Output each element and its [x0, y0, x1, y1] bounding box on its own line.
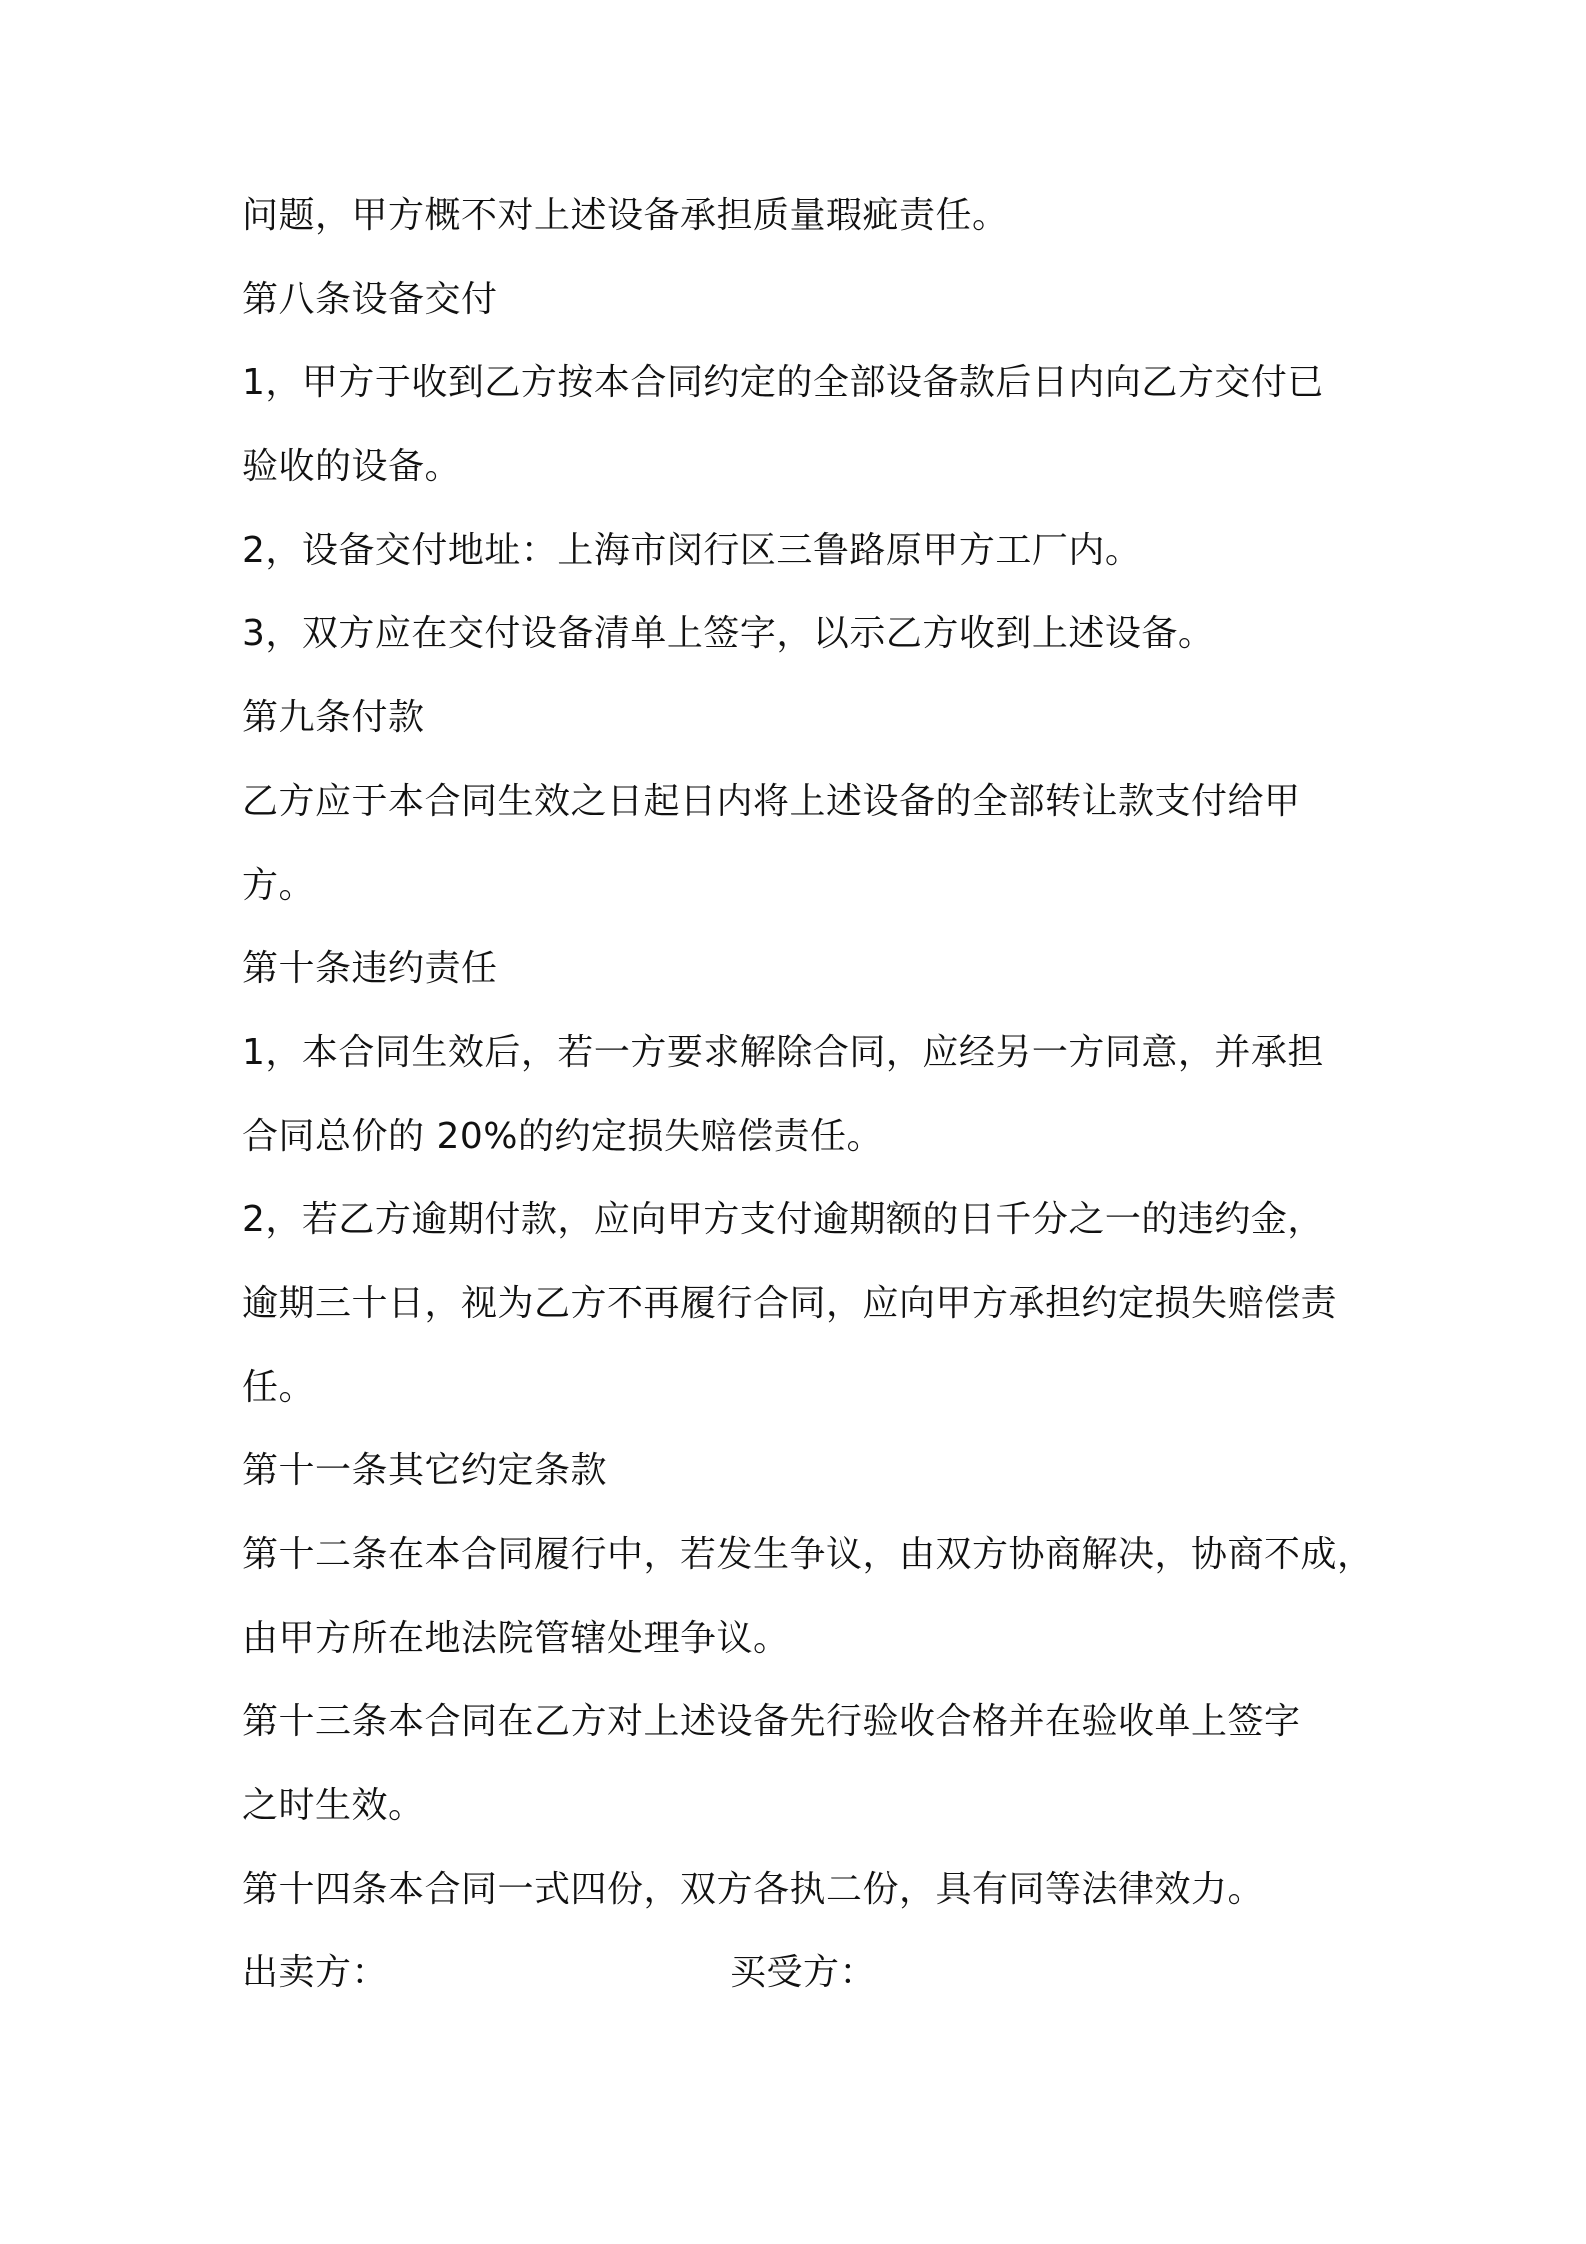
body-line: 2，设备交付地址：上海市闵行区三鲁路原甲方工厂内。 [242, 529, 1142, 571]
body-line: 由甲方所在地法院管辖处理争议。 [242, 1617, 790, 1659]
body-line: 问题，甲方概不对上述设备承担质量瑕疵责任。 [242, 195, 1009, 236]
body-line: 第十二条在本合同履行中，若发生争议，由双方协商解决，协商不成， [242, 1534, 1374, 1575]
body-line: 乙方应于本合同生效之日起日内将上述设备的全部转让款支付给甲 [242, 780, 1301, 822]
body-line: 第十三条本合同在乙方对上述设备先行验收合格并在验收单上签字 [242, 1701, 1301, 1743]
body-line: 方。 [242, 864, 316, 906]
body-line: 逾期三十日，视为乙方不再履行合同，应向甲方承担约定损失赔偿责 [242, 1282, 1338, 1324]
signature-row [242, 1952, 1362, 1994]
section-heading: 第十一条其它约定条款 [242, 1450, 608, 1492]
seller-label: 出卖方： [242, 1952, 389, 1994]
body-line: 之时生效。 [242, 1785, 425, 1827]
body-line: 1，本合同生效后，若一方要求解除合同，应经另一方同意，并承担 [242, 1031, 1324, 1073]
body-line: 合同总价的 20%的约定损失赔偿责任。 [242, 1115, 883, 1157]
body-line: 1，甲方于收到乙方按本合同约定的全部设备款后日内向乙方交付已 [242, 362, 1324, 404]
section-heading: 第十条违约责任 [242, 948, 498, 990]
buyer-label: 买受方： [730, 1952, 877, 1994]
document-body [242, 195, 1374, 1994]
section-heading: 第九条付款 [242, 697, 425, 739]
body-line: 第十四条本合同一式四份，双方各执二份，具有同等法律效力。 [242, 1868, 1265, 1910]
body-line: 验收的设备。 [242, 446, 462, 488]
section-heading: 第八条设备交付 [242, 278, 498, 320]
body-line: 2，若乙方逾期付款，应向甲方支付逾期额的日千分之一的违约金， [242, 1199, 1324, 1241]
body-line: 3，双方应在交付设备清单上签字，以示乙方收到上述设备。 [242, 613, 1215, 655]
body-line: 任。 [242, 1366, 316, 1408]
